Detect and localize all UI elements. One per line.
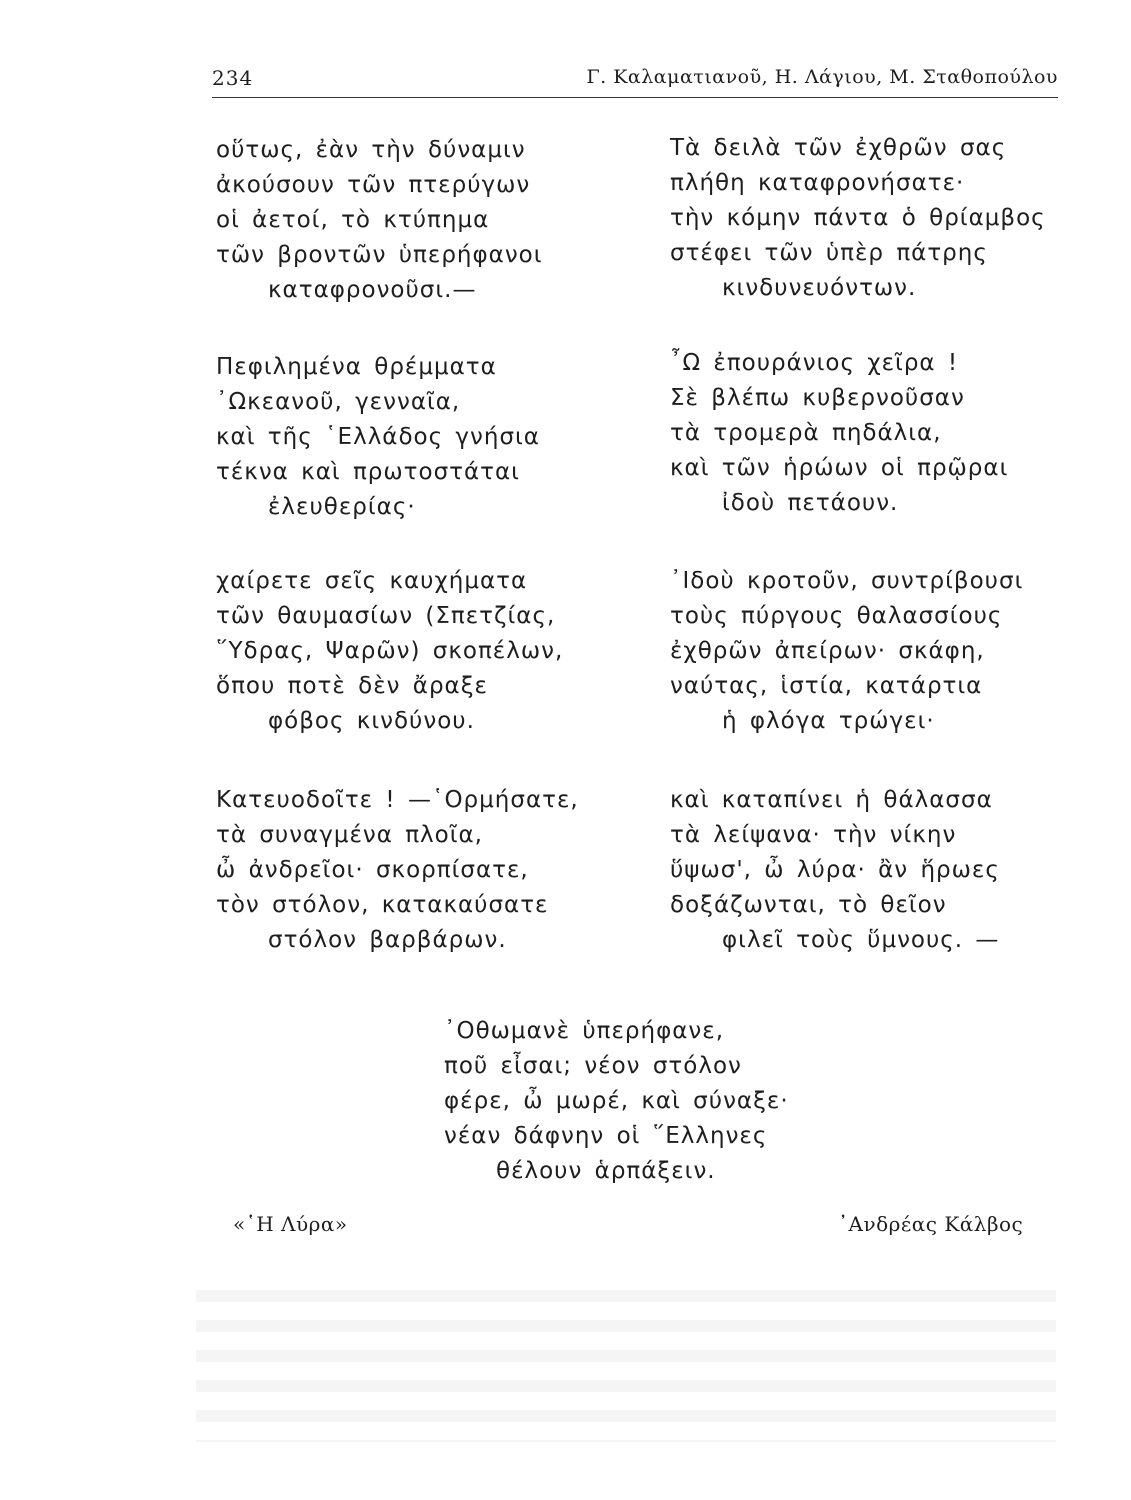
stanza-final [444, 1014, 789, 1189]
verse-line-indented: ἡ φλόγα τρώγει· [722, 708, 935, 734]
stanza-left-3 [216, 564, 563, 739]
source-title: «῾Η Λύρα» [233, 1212, 348, 1236]
verse-line: ᾿Ιδοὺ κροτοῦν, συντρίβουσι [670, 568, 1024, 594]
header-rule [212, 97, 1058, 98]
verse-line: νέαν δάφνην οἱ ῞Ελληνες [444, 1123, 768, 1149]
stanza-right-2 [670, 346, 1008, 521]
verse-line: οὕτως, ἐὰν τὴν δύναμιν [216, 137, 526, 163]
verse-line: ᾿Οθωμανὲ ὑπερήφανε, [444, 1018, 725, 1044]
verse-line: καὶ τῶν ἡρώων οἱ πρῷραι [670, 455, 1009, 481]
verse-line-indented: ἐλευθερίας· [268, 494, 416, 520]
verse-line-indented: θέλουν ἁρπάξειν. [496, 1158, 716, 1184]
verse-line: ῞Υδρας, Ψαρῶν) σκοπέλων, [216, 638, 564, 664]
verse-line: τοὺς πύργους θαλασσίους [670, 603, 1003, 629]
stanza-left-2 [216, 350, 540, 525]
verse-line: ναύτας, ἱστία, κατάρτια [670, 673, 983, 699]
verse-line: Τὰ δειλὰ τῶν ἐχθρῶν σας [670, 135, 1007, 161]
stanza-left-4 [216, 783, 579, 958]
verse-line: τέκνα καὶ πρωτοστάται [216, 459, 520, 485]
verse-line: καὶ καταπίνει ἡ θάλασσα [670, 787, 993, 813]
verse-line-indented: καταφρονοῦσι.— [268, 277, 477, 303]
verse-line: ὦ ἀνδρεῖοι· σκορπίσατε, [216, 857, 529, 883]
verse-line: ἐχθρῶν ἀπείρων· σκάφη, [670, 638, 985, 664]
verse-line: οἱ ἀετοί, τὸ κτύπημα [216, 207, 490, 233]
poet-name: ᾿Ανδρέας Κάλβος [838, 1212, 1024, 1236]
verse-line: τῶν βροντῶν ὑπερήφανοι [216, 242, 543, 268]
verse-line: δοξάζωνται, τὸ θεῖον [670, 892, 947, 918]
stanza-right-3 [670, 564, 1023, 739]
verse-line: τὰ τρομερὰ πηδάλια, [670, 420, 942, 446]
stanza-left-1 [216, 133, 543, 308]
verse-line: Πεφιλημένα θρέμματα [216, 354, 497, 380]
verse-line: τῶν θαυμασίων (Σπετζίας, [216, 603, 556, 629]
verse-line: πλήθη καταφρονήσατε· [670, 170, 965, 196]
page-number: 234 [212, 66, 254, 90]
verse-line: Σὲ βλέπω κυβερνοῦσαν [670, 385, 965, 411]
verse-line-indented: φόβος κινδύνου. [268, 708, 475, 734]
verse-line: τὰ συναγμένα πλοῖα, [216, 822, 483, 848]
verse-line: ῏Ω ἐπουράνιος χεῖρα ! [670, 350, 959, 376]
verse-line-indented: κινδυνευόντων. [722, 275, 917, 301]
verse-line: Κατευοδοῖτε ! —῾Ορμήσατε, [216, 787, 579, 813]
verse-line-indented: στόλον βαρβάρων. [268, 927, 507, 953]
verse-line: ὅπου ποτὲ δὲν ἄραξε [216, 673, 488, 699]
running-head [212, 66, 1058, 96]
running-head-authors: Γ. Καλαματιανοῦ, Η. Λάγιου, Μ. Σταθοπούλου [586, 66, 1058, 88]
verse-line: τὴν κόμην πάντα ὁ θρίαμβος [670, 205, 1046, 231]
verse-line: τὰ λείψανα· τὴν νίκην [670, 822, 957, 848]
verse-line: τὸν στόλον, κατακαύσατε [216, 892, 549, 918]
stanza-right-1 [670, 131, 1046, 306]
verse-line: ποῦ εἶσαι; νέον στόλον [444, 1053, 742, 1079]
verse-line: χαίρετε σεῖς καυχήματα [216, 568, 528, 594]
verse-line: ἀκούσουν τῶν πτερύγων [216, 172, 531, 198]
verse-line: στέφει τῶν ὑπὲρ πάτρης [670, 240, 988, 266]
bleed-through-texture [196, 1272, 1056, 1442]
stanza-right-4 [670, 783, 1000, 958]
verse-line: καὶ τῆς ῾Ελλάδος γνήσια [216, 424, 540, 450]
verse-line: φέρε, ὦ μωρέ, καὶ σύναξε· [444, 1088, 789, 1114]
verse-line-indented: φιλεῖ τοὺς ὕμνους. — [722, 927, 1000, 953]
verse-line: ᾿Ωκεανοῦ, γενναῖα, [216, 389, 461, 415]
verse-line: ὕψωσ', ὦ λύρα· ἂν ἥρωες [670, 857, 1000, 883]
verse-line-indented: ἰδοὺ πετάουν. [722, 490, 899, 516]
